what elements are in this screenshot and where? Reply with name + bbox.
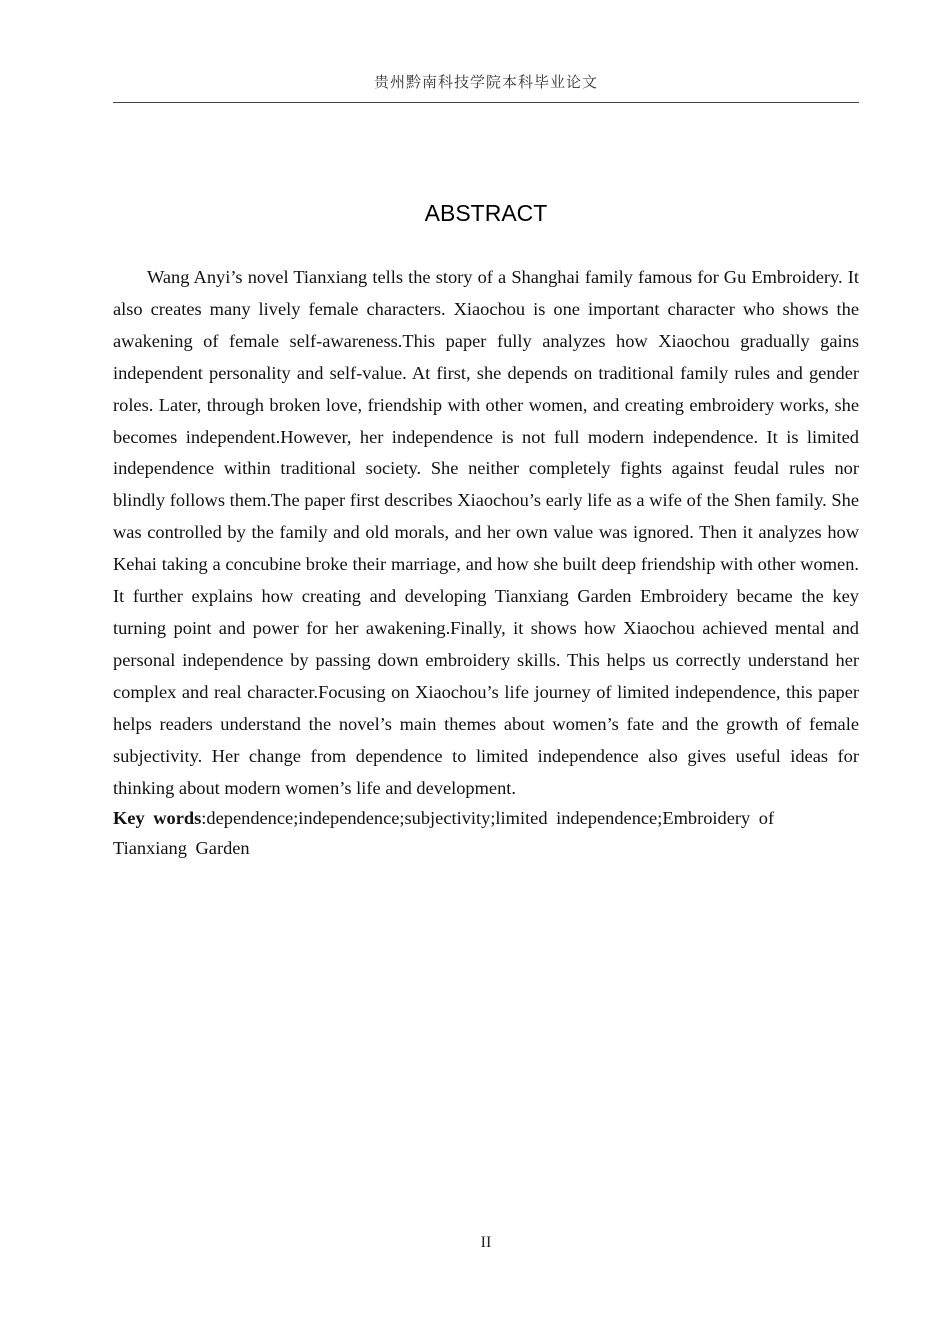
running-header: 贵州黔南科技学院本科毕业论文: [373, 73, 598, 91]
abstract-title: ABSTRACT: [424, 200, 548, 226]
page-number: II: [480, 1234, 492, 1251]
abstract-body: Wang Anyi’s novel Tianxiang tells the story of a Shanghai family famous for Gu Embroidery. It also creates many lively female characters. Xiaochou is one important character who shows the awakening of female self-awareness.This paper fully analyzes how Xiaochou gradually gains independent personality and self-value. At first, she depends on traditional family rules and gender roles. Later, through broken love, friendship with other women, and creating embroidery works, she becomes independent.However, her independence is not full modern independence. It is limited independence within traditional society. She neither completely fights against feudal rules nor blindly follows them.The paper first describes Xiaochou’s early life as a wife of the Shen family. She was controlled by the family and old morals, and her own value was ignored. Then it analyzes how Kehai taking a concubine broke their marriage, and how she built deep friendship with other women. It further explains how creating and developing Tianxiang Garden Embroidery became the key turning point and power for her awakening.Finally, it shows how Xiaochou achieved mental and personal independence by passing down embroidery skills. This helps us correctly understand her complex and real character.Focusing on Xiaochou’s life journey of limited independence, this paper helps readers understand the novel’s main themes about women’s fate and the growth of female subjectivity. Her change from dependence to limited independence also gives useful ideas for thinking about modern women’s life and development.: [113, 267, 859, 798]
keywords-text: :dependence;independence;subjectivity;limited independence;Embroidery of Tianxiang Garden: [113, 808, 775, 858]
header-divider: [113, 102, 859, 103]
keywords-label: Key words: [113, 808, 202, 828]
keywords-line: [113, 803, 813, 863]
